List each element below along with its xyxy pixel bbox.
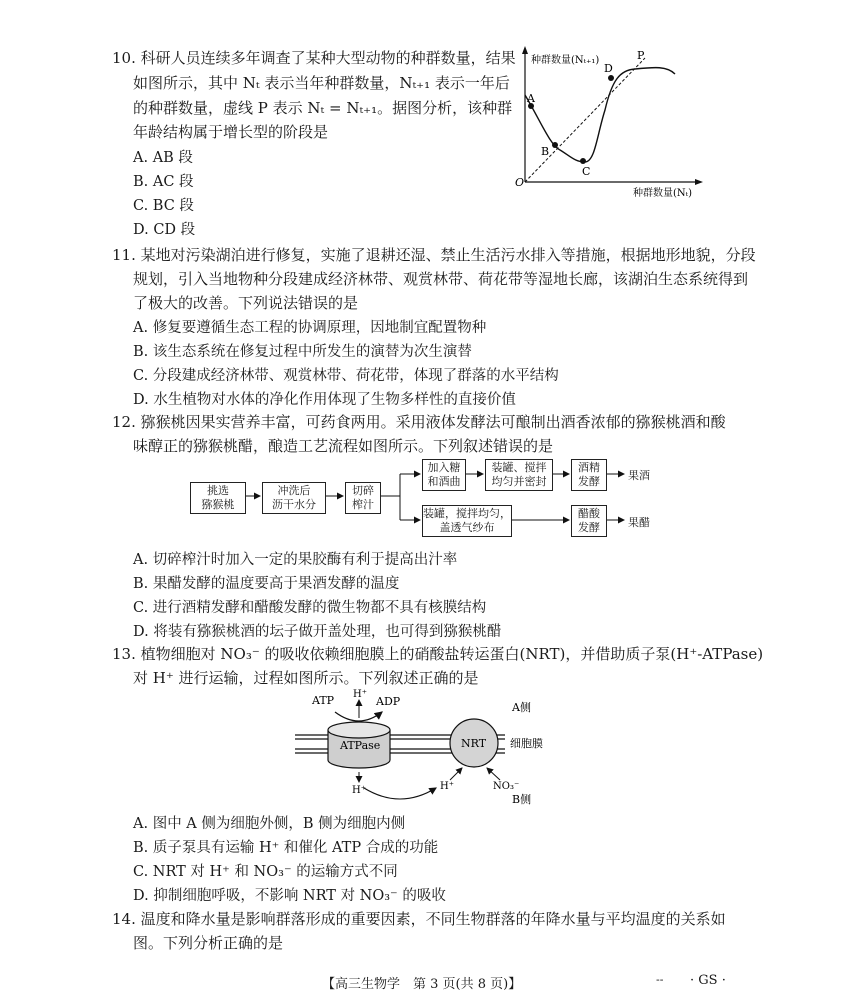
q10-line-4: 年龄结构属于增长型的阶段是 <box>133 123 329 141</box>
q13-membrane-diagram <box>290 688 560 810</box>
label-b: B <box>541 145 550 158</box>
q10-option-b: B. AC 段 <box>133 174 194 190</box>
label-c: C <box>582 165 591 178</box>
q13-line-1: 13. 植物细胞对 NO₃⁻ 的吸收依赖细胞膜上的硝酸盐转运蛋白(NRT)，并借助质子泵(H⁺-ATPase) <box>112 645 764 663</box>
q12-option-b: B. 果醋发酵的温度要高于果酒发酵的温度 <box>133 576 400 592</box>
q11-line-3: 了极大的改善。下列说法错误的是 <box>133 294 359 312</box>
label-p: P <box>637 49 645 62</box>
atpase-label: ATPase <box>340 739 381 752</box>
q11-line-1: 11. 某地对污染湖泊进行修复，实施了退耕还湿、禁止生活污水排入等措施，根据地形地貌，分段 <box>112 246 756 264</box>
x-axis-label: 种群数量(Nₜ) <box>633 188 693 199</box>
atp-label: ATP <box>312 694 335 707</box>
flow-step-add-sugar: 加入糖 和酒曲 <box>422 459 466 491</box>
q10-line-1: 10. 科研人员连续多年调查了某种大型动物的种群数量，结果 <box>112 49 516 67</box>
flow-step-acetic-fermentation: 醋酸 发酵 <box>571 505 607 537</box>
q11-option-b: B. 该生态系统在修复过程中所发生的演替为次生演替 <box>133 344 472 360</box>
q11-option-d: D. 水生植物对水体的净化作用体现了生物多样性的直接价值 <box>133 392 516 408</box>
h-into-nrt-arrow <box>450 768 462 780</box>
q10-line-3: 的种群数量，虚线 P 表示 Nₜ = Nₜ₊₁。据图分析，该种群 <box>133 99 513 117</box>
side-b-label: B侧 <box>512 793 532 806</box>
p-line <box>525 58 645 182</box>
footer-dash: -- <box>656 973 664 986</box>
origin-label: O <box>515 176 525 189</box>
side-a-label: A侧 <box>512 701 531 714</box>
q10-option-d: D. CD 段 <box>133 222 196 238</box>
flow-output-vinegar: 果醋 <box>628 516 650 529</box>
point-c <box>580 158 586 164</box>
h-bottom-left-label: H⁺ <box>352 785 366 796</box>
q11-option-c: C. 分段建成经济林带、观赏林带、荷花带，体现了群落的水平结构 <box>133 368 559 384</box>
footer-label: 【高三生物学 第 3 页(共 8 页)】 <box>322 977 522 992</box>
q12-line-2: 味醇正的猕猴桃醋，酿造工艺流程如图所示。下列叙述错误的是 <box>133 437 554 455</box>
q13-option-c: C. NRT 对 H⁺ 和 NO₃⁻ 的运输方式不同 <box>133 864 398 880</box>
no3-into-nrt-arrow <box>487 768 500 780</box>
y-axis-arrow <box>522 46 528 54</box>
x-axis-arrow <box>695 179 703 185</box>
q10-line-2: 如图所示，其中 Nₜ 表示当年种群数量，Nₜ₊₁ 表示一年后 <box>133 74 510 92</box>
flow-step-select: 挑选 猕猴桃 <box>190 482 246 514</box>
q13-option-d: D. 抑制细胞呼吸，不影响 NRT 对 NO₃⁻ 的吸收 <box>133 888 446 904</box>
point-b <box>552 142 558 148</box>
q11-option-a: A. 修复要遵循生态工程的协调原理，因地制宜配置物种 <box>133 320 487 336</box>
h-top-label: H⁺ <box>353 689 367 700</box>
q13-option-b: B. 质子泵具有运输 H⁺ 和催化 ATP 合成的功能 <box>133 840 439 856</box>
q12-option-a: A. 切碎榨汁时加入一定的果胶酶有利于提高出汁率 <box>133 552 458 568</box>
h-bottom-mid-label: H⁺ <box>440 781 454 792</box>
h-transfer-arrow <box>364 788 436 799</box>
adp-label: ADP <box>376 695 401 708</box>
atpase-top <box>328 722 390 738</box>
q14-line-2: 图。下列分析正确的是 <box>133 934 284 952</box>
flow-output-wine: 果酒 <box>628 469 650 482</box>
nrt-label: NRT <box>461 737 487 750</box>
label-d: D <box>604 62 613 75</box>
label-a: A <box>527 92 535 105</box>
flow-step-gauze: 装罐，搅拌均匀， 盖透气纱布 <box>422 505 512 537</box>
q10-option-a: A. AB 段 <box>133 150 193 166</box>
q11-line-2: 规划，引入当地物种分段建成经济林带、观赏林带、荷花带等湿地长廊，该湖泊生态系统得到 <box>133 270 749 288</box>
membrane-label: 细胞膜 <box>510 737 543 750</box>
q10-population-graph <box>505 40 705 200</box>
q14-line-1: 14. 温度和降水量是影响群落形成的重要因素，不同生物群落的年降水量与平均温度的关系如 <box>112 910 726 928</box>
flow-step-wash: 冲洗后 沥干水分 <box>262 482 326 514</box>
flow-step-crush: 切碎 榨汁 <box>345 482 381 514</box>
flow-step-seal: 装罐、搅拌 均匀并密封 <box>485 459 553 491</box>
q13-option-a: A. 图中 A 侧为细胞外侧，B 侧为细胞内侧 <box>133 816 406 832</box>
flow-step-alcohol-fermentation: 酒精 发酵 <box>571 459 607 491</box>
q12-line-1: 12. 猕猴桃因果实营养丰富，可药食两用。采用液体发酵法可酿制出酒香浓郁的猕猴桃酒和酸 <box>112 413 726 431</box>
q13-line-2: 对 H⁺ 进行运输，过程如图所示。下列叙述正确的是 <box>133 669 479 687</box>
no3-label: NO₃⁻ <box>493 781 520 792</box>
q12-option-d: D. 将装有猕猴桃酒的坛子做开盖处理，也可得到猕猴桃醋 <box>133 624 502 640</box>
y-axis-label: 种群数量(Nₜ₊₁) <box>531 55 600 66</box>
point-d <box>608 75 614 81</box>
footer-code: · GS · <box>690 973 726 988</box>
q12-option-c: C. 进行酒精发酵和醋酸发酵的微生物都不具有核膜结构 <box>133 600 487 616</box>
q10-option-c: C. BC 段 <box>133 198 194 214</box>
